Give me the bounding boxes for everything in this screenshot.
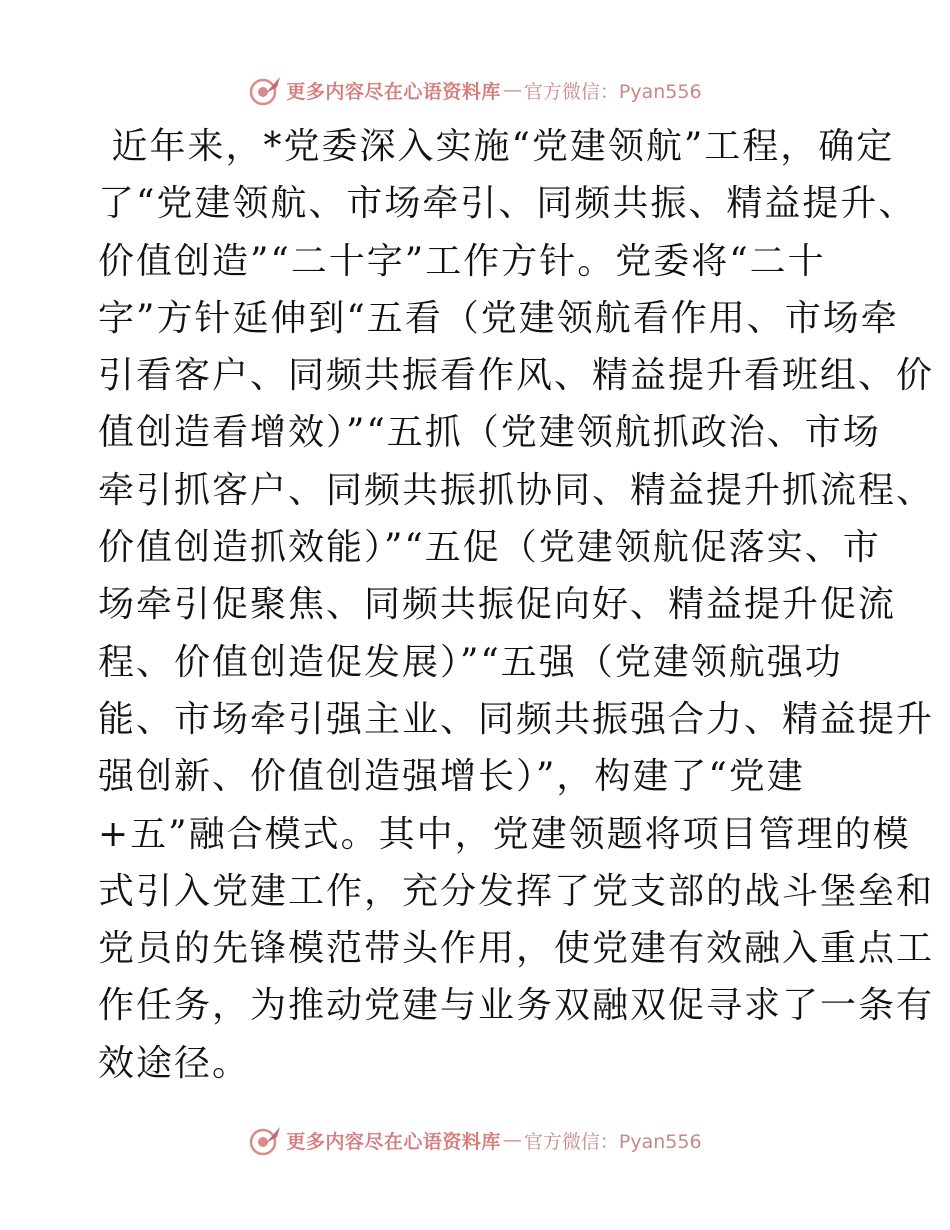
watermark-wechat: 官方微信：Pyan556 <box>523 1130 702 1153</box>
watermark-text: 更多内容尽在心语资料库 <box>286 80 501 103</box>
watermark-wechat: 官方微信：Pyan556 <box>523 80 702 103</box>
body-paragraph <box>98 118 935 1092</box>
paragraph-line: 式引入党建工作，充分发挥了党支部的战斗堡垒和 <box>98 870 935 912</box>
paragraph-line: 了“党建领航、市场牵引、同频共振、精益提升、 <box>98 183 917 225</box>
watermark-separator: — <box>502 79 522 101</box>
paragraph-line: 场牵引促聚焦、同频共振促向好、精益提升促流 <box>98 584 897 626</box>
footer-watermark <box>0 1120 950 1160</box>
watermark-text: 更多内容尽在心语资料库 <box>286 1130 501 1153</box>
paragraph-line: 近年来，*党委深入实施“党建领航”工程，确定 <box>98 126 895 167</box>
paragraph-line: 价值创造抓效能）”“五促（党建领航促落实、市 <box>98 527 881 569</box>
paragraph-line: 引看客户、同频共振看作风、精益提升看班组、价 <box>98 355 935 397</box>
paragraph-line: 效途径。 <box>98 1042 251 1084</box>
paragraph-line: 作任务，为推动党建与业务双融双促寻求了一条有 <box>98 985 935 1027</box>
paragraph-line: 程、价值创造促发展）”“五强（党建领航强功 <box>98 641 843 683</box>
quill-logo-icon <box>248 1123 282 1157</box>
paragraph-line: 价值创造”“二十字”工作方针。党委将“二十 <box>98 240 826 282</box>
paragraph-line: 牵引抓客户、同频共振抓协同、精益提升抓流程、 <box>98 469 935 511</box>
watermark-separator: — <box>502 1129 522 1151</box>
header-watermark <box>0 70 950 110</box>
paragraph-line: +五”融合模式。其中，党建领题将项目管理的模 <box>98 813 911 855</box>
paragraph-line: 强创新、价值创造强增长）”，构建了“党建 <box>98 756 805 798</box>
paragraph-line: 字”方针延伸到“五看（党建领航看作用、市场牵 <box>98 297 899 339</box>
quill-logo-icon <box>248 73 282 107</box>
paragraph-line: 值创造看增效）”“五抓（党建领航抓政治、市场 <box>98 412 881 454</box>
paragraph-line: 党员的先锋模范带头作用，使党建有效融入重点工 <box>98 928 935 970</box>
paragraph-line: 能、市场牵引强主业、同频共振强合力、精益提升 <box>98 698 935 740</box>
